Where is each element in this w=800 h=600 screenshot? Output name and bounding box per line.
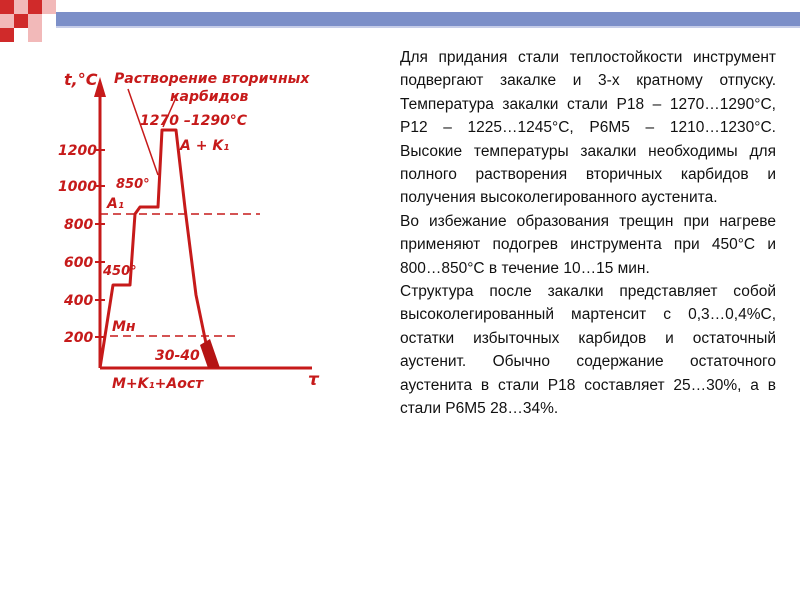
annotation-quench-range: 1270 –1290°C bbox=[140, 113, 248, 129]
y-tick-label: 1000 bbox=[58, 179, 97, 195]
header-band bbox=[56, 12, 800, 26]
y-tick-label: 1200 bbox=[58, 143, 97, 159]
heat-treatment-diagram bbox=[50, 55, 370, 410]
paragraph-structure: Структура после закалки представляет собой высоколегированный мартенсит с 0,3…0,4%С, остатки избыточных карбидов и остаточный аустенит. Обычно содержание остаточного аустенита в стали Р18 составляет 25…30%, а в стали Р6М5 28…34%. bbox=[400, 283, 776, 418]
annotation-30-40: 30-40 bbox=[155, 348, 200, 364]
y-tick-label: 600 bbox=[64, 255, 94, 271]
diagram-title-line2: карбидов bbox=[170, 89, 249, 105]
diagram-title-line1: Растворение вторичных bbox=[114, 71, 310, 87]
header-band-shadow bbox=[56, 26, 800, 28]
cooling-wedge bbox=[200, 339, 220, 368]
y-tick-label: 800 bbox=[64, 217, 94, 233]
y-tick-label: 400 bbox=[64, 293, 94, 309]
paragraph-preheating: Во избежание образования трещин при нагреве применяют подогрев инструмента при 450°С и 800…850°С в течение 10…15 мин. bbox=[400, 212, 776, 277]
paragraph-quenching-temperatures: Для придания стали теплостойкости инструмент подвергают закалке и 3-х кратному отпуску. Температура закалки стали Р18 – 1270…1290°С, Р12 – 1225…1245°С, Р6М5 – 1210…1230°С. Высокие температуры закалки необходимы для полного растворения вторичных карбидов и получения высоколегированного аустенита. bbox=[400, 49, 776, 207]
annotation-450: 450° bbox=[103, 264, 137, 279]
y-tick-label: 200 bbox=[64, 330, 94, 346]
annotation-850: 850° bbox=[116, 177, 150, 192]
leader-line bbox=[128, 89, 158, 175]
slide-header-decoration bbox=[0, 0, 800, 42]
annotation-bottom-structure: M+K₁+Aост bbox=[112, 376, 204, 392]
annotation-Mn: Mн bbox=[112, 319, 136, 335]
explanation-text bbox=[400, 46, 776, 421]
x-axis-label: τ bbox=[308, 370, 319, 390]
annotation-A-K1: A + K₁ bbox=[180, 138, 230, 154]
y-axis-label: t,°C bbox=[64, 70, 98, 89]
annotation-A1: A₁ bbox=[107, 196, 124, 212]
checker-pattern bbox=[0, 0, 56, 42]
